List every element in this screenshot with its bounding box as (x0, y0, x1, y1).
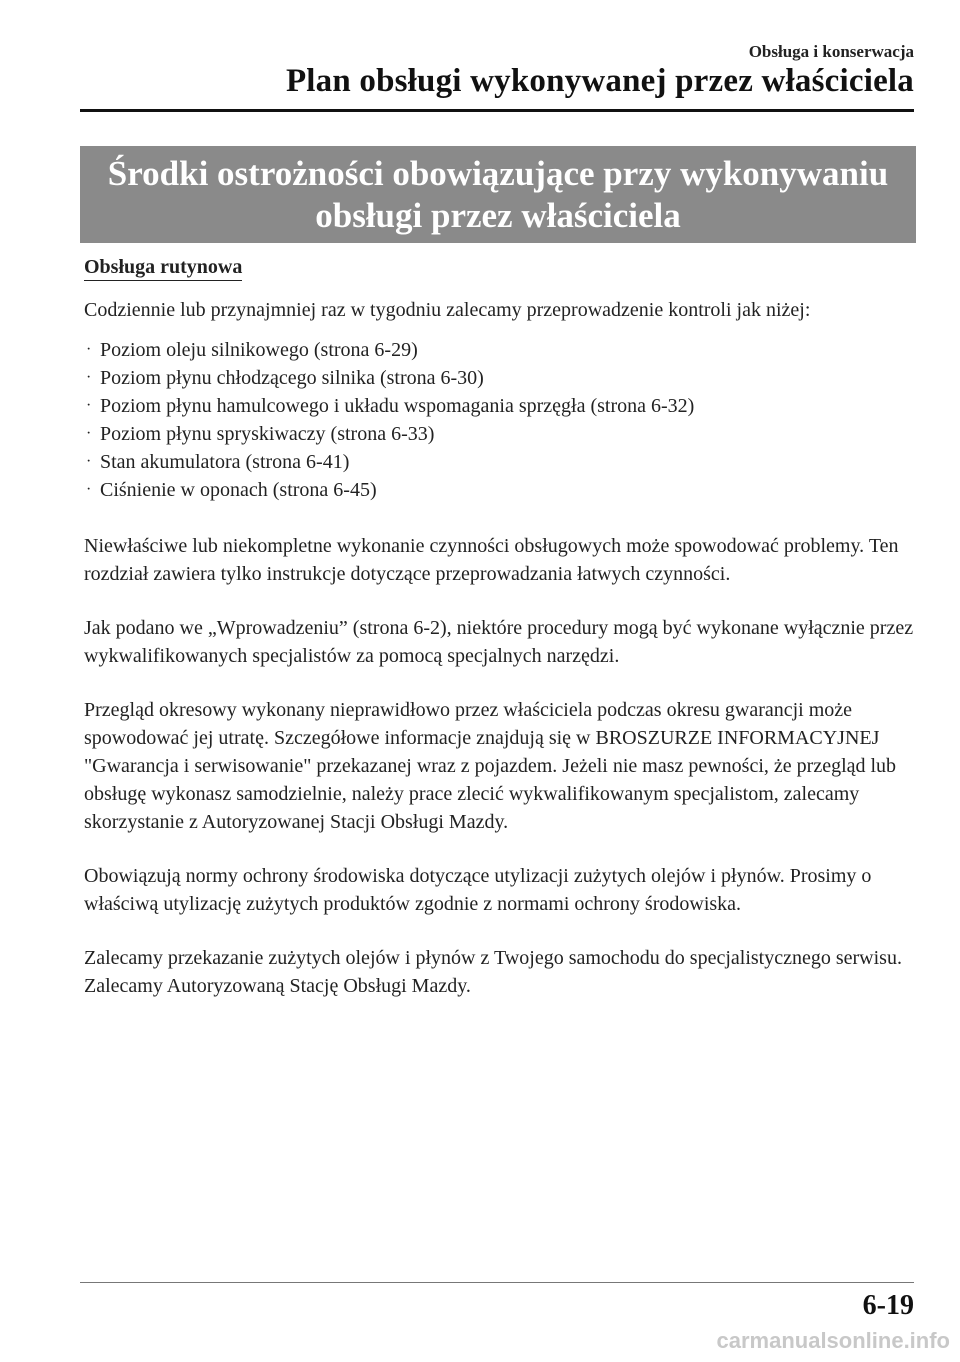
bullet-icon: · (86, 453, 92, 470)
list-item (84, 364, 916, 392)
body-paragraph: Przegląd okresowy wykonany nieprawidłowo przez właściciela podczas okresu gwarancji może spowodować jej utratę. Szczegółowe informacje znajdują się w BROSZURZE INFORMACYJNEJ "Gwarancja i serwisowanie" przekazanej wraz z pojazdem. Jeżeli nie masz pewności, że przegląd lub obsługę wykonasz samodzielnie, należy prace zlecić wykwalifikowanym specjalistom, zalecamy skorzystanie z Autoryzowanej Stacji Obsługi Mazdy. (84, 699, 897, 833)
bullet-icon: · (86, 341, 92, 358)
subheading: Obsługa rutynowa (84, 255, 242, 281)
footer-divider (80, 1282, 914, 1283)
list-item (84, 392, 916, 420)
bullet-icon: · (86, 397, 92, 414)
list-item-text: Poziom płynu spryskiwaczy (strona 6-33) (100, 423, 435, 445)
list-item-text: Poziom płynu hamulcowego i układu wspomagania sprzęgła (strona 6-32) (100, 395, 695, 417)
list-item (84, 476, 916, 504)
bullet-icon: · (86, 369, 92, 386)
list-item (84, 336, 916, 364)
list-item-text: Stan akumulatora (strona 6-41) (100, 451, 350, 473)
section-banner-line-2: obsługi przez właściciela (315, 195, 681, 235)
list-item-text: Poziom płynu chłodzącego silnika (strona 6-30) (100, 367, 484, 389)
running-header-title: Plan obsługi wykonywanej przez właściciela (285, 63, 914, 99)
body-paragraph: Jak podano we „Wprowadzeniu” (strona 6-2), niektóre procedury mogą być wykonane wyłącznie przez wykwalifikowanych specjalistów za pomocą specjalnych narzędzi. (84, 617, 914, 667)
list-item (84, 420, 916, 448)
body-paragraph: Niewłaściwe lub niekompletne wykonanie czynności obsługowych może spowodować problemy. Ten rozdział zawiera tylko instrukcje dotyczące przeprowadzania łatwych czynności. (84, 535, 899, 585)
bullet-icon: · (86, 425, 92, 442)
list-item-text: Ciśnienie w oponach (strona 6-45) (100, 479, 377, 501)
content (84, 296, 916, 1026)
list-item-text: Poziom oleju silnikowego (strona 6-29) (100, 339, 418, 361)
watermark: carmanualsonline.info (716, 1328, 950, 1353)
bullet-icon: · (86, 481, 92, 498)
running-header-section: Obsługa i konserwacja (748, 42, 914, 61)
section-banner (80, 146, 916, 243)
body-paragraph: Zalecamy przekazanie zużytych olejów i płynów z Twojego samochodu do specjalistycznego serwisu. Zalecamy Autoryzowaną Stację Obsługi Mazdy. (84, 947, 902, 997)
check-list (84, 336, 916, 504)
list-item (84, 448, 916, 476)
body-paragraph: Obowiązują normy ochrony środowiska dotyczące utylizacji zużytych olejów i płynów. Prosimy o właściwą utylizację zużytych produktów zgodnie z normami ochrony środowiska. (84, 865, 872, 915)
page-number: 6-19 (862, 1290, 914, 1321)
header-divider (80, 109, 914, 112)
section-banner-line-1: Środki ostrożności obowiązujące przy wykonywaniu (107, 153, 889, 193)
intro-paragraph: Codziennie lub przynajmniej raz w tygodniu zalecamy przeprowadzenie kontroli jak niżej: (84, 299, 811, 321)
